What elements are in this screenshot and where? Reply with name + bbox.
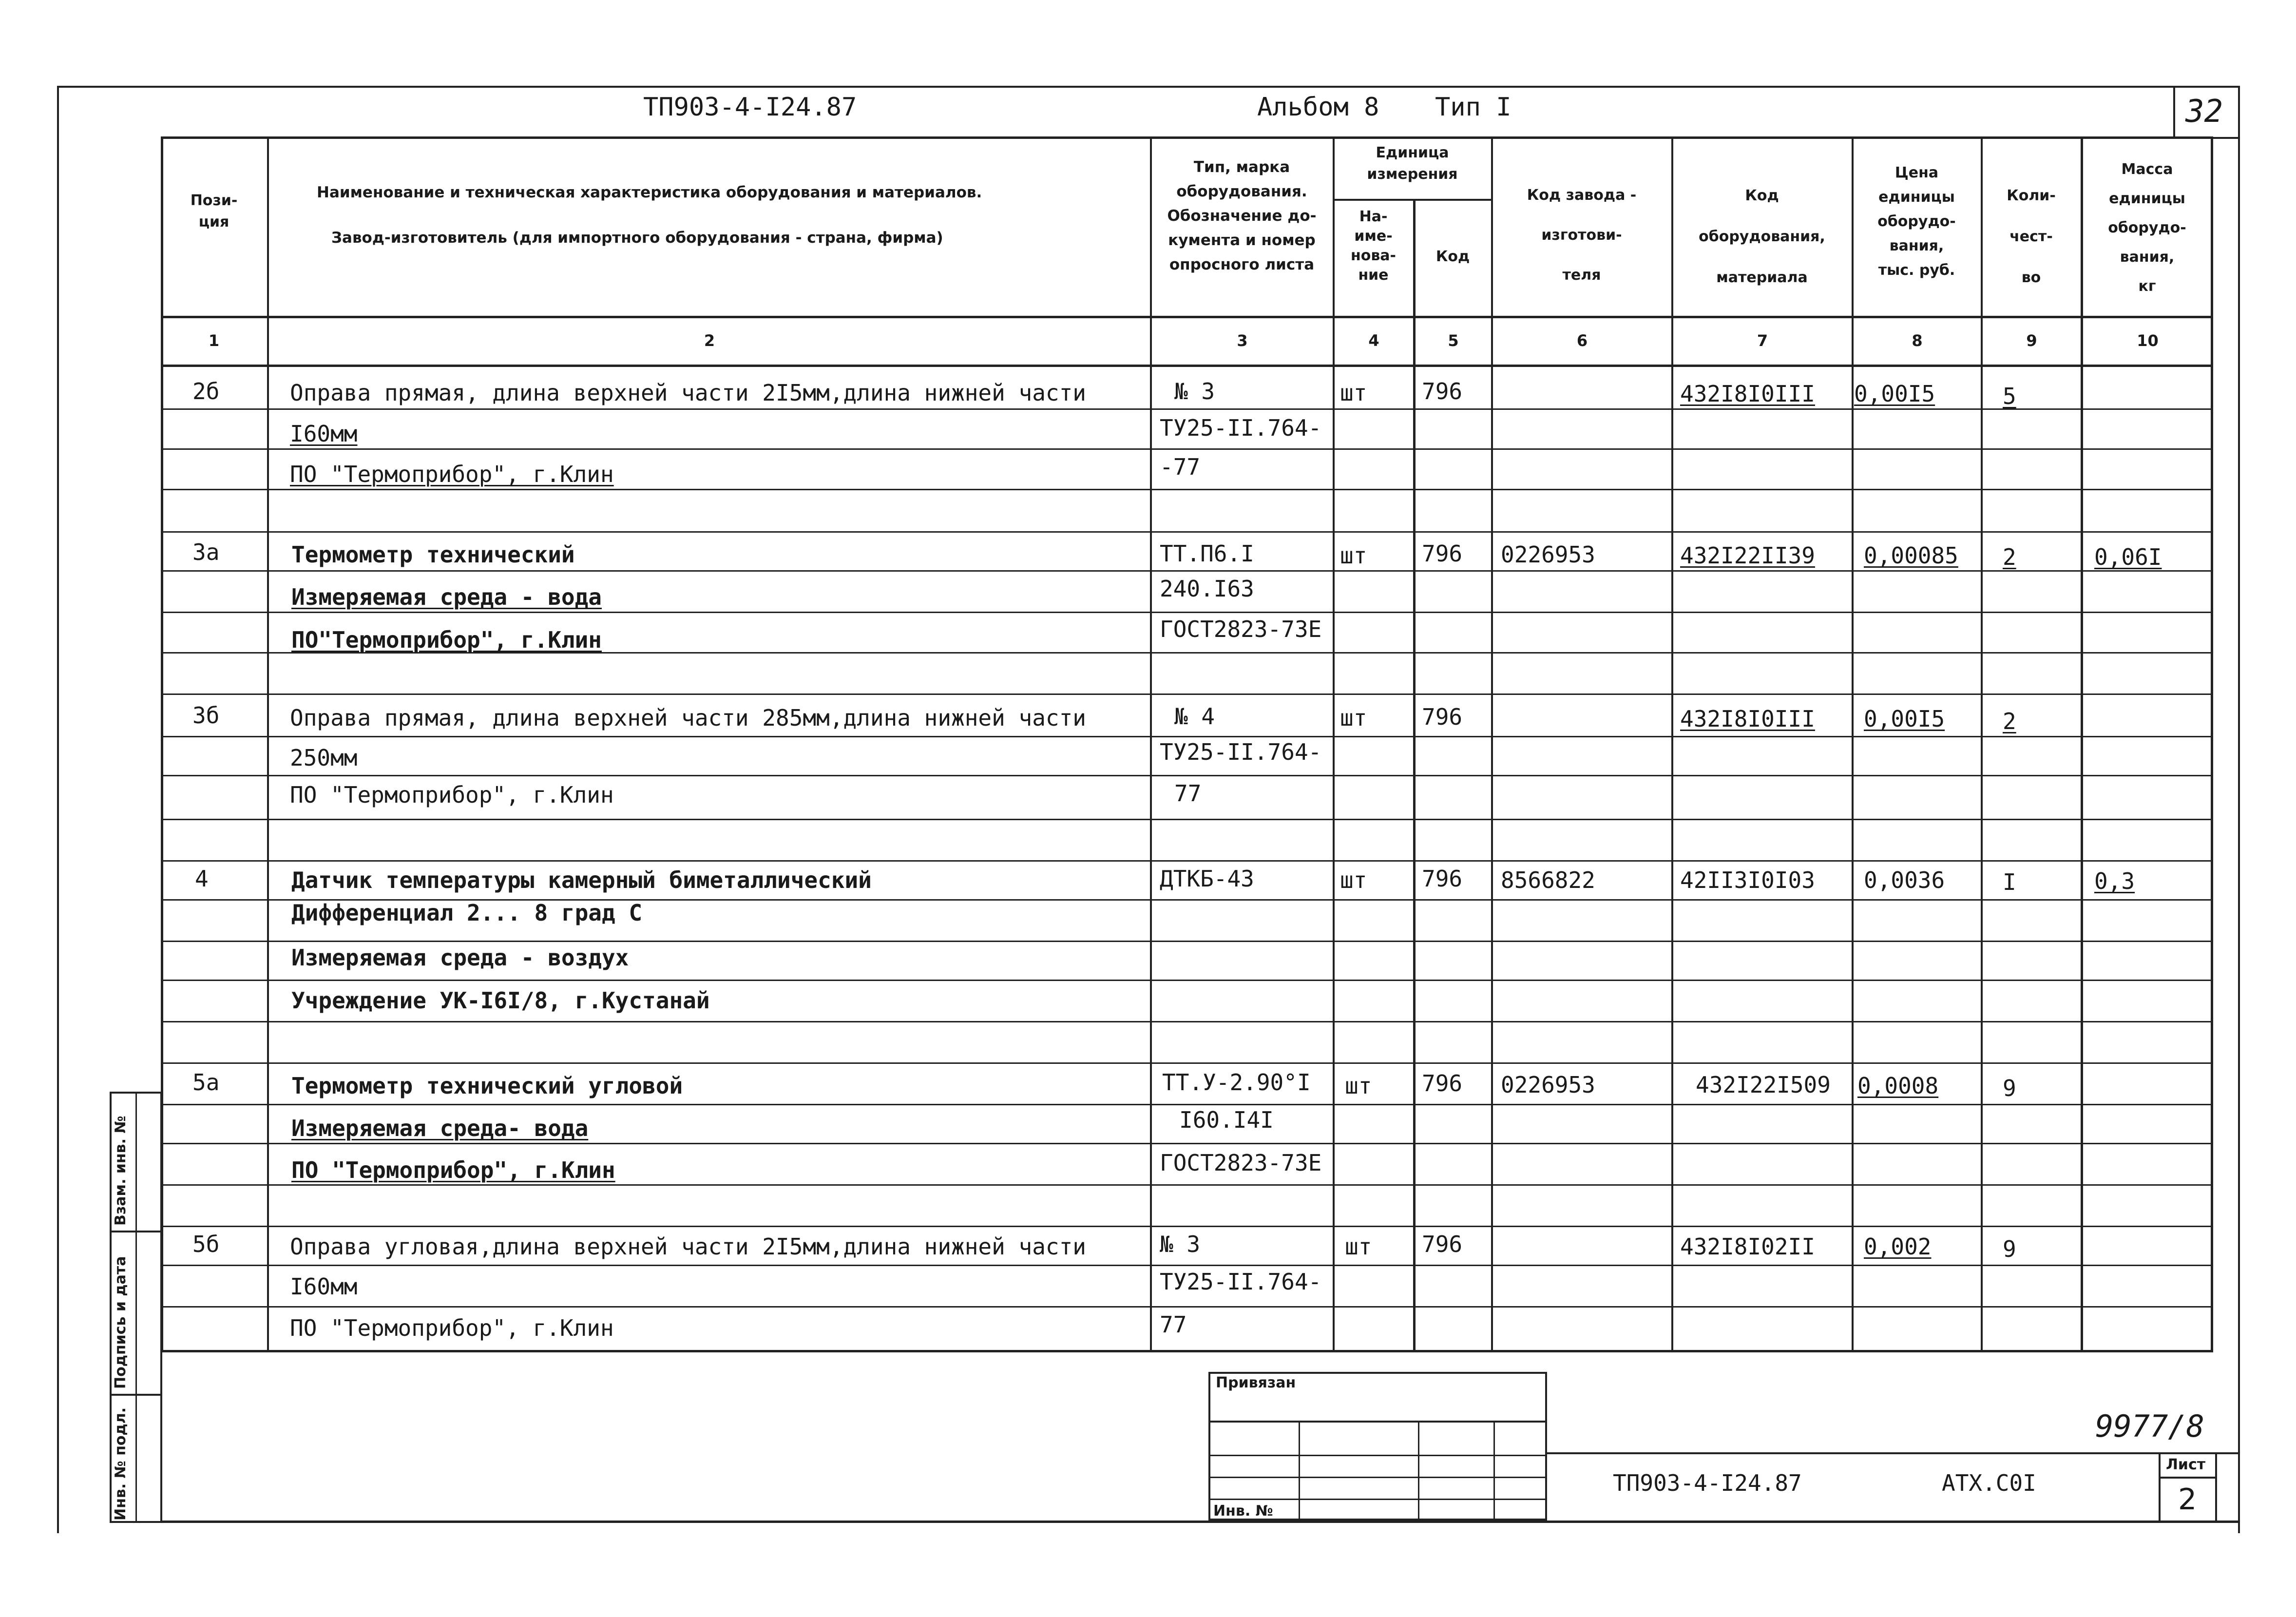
col-line-3 bbox=[1333, 136, 1335, 1352]
row-line bbox=[161, 1350, 2212, 1351]
header-unit-name: На- име- нова- ние bbox=[1350, 208, 1397, 284]
row-line bbox=[161, 941, 2212, 942]
unit-code-value: 796 bbox=[1422, 1070, 1463, 1097]
row-line bbox=[161, 1265, 2212, 1266]
doc-code-title: ТП903-4-I24.87 bbox=[643, 93, 857, 122]
row-line bbox=[161, 819, 2212, 820]
equipment-code-value: 432I22I509 bbox=[1696, 1072, 1831, 1098]
right-border bbox=[2238, 86, 2240, 1533]
pos-5b: 5б bbox=[192, 1231, 220, 1257]
header-position: Пози- ция bbox=[190, 192, 238, 231]
price-value: 0,00085 bbox=[1864, 542, 1958, 569]
type-label: Тип I bbox=[1435, 93, 1512, 122]
price-value: 0,0036 bbox=[1864, 867, 1945, 893]
row-line bbox=[161, 1226, 2212, 1227]
type-line: ТУ25-II.764- bbox=[1160, 1269, 1322, 1295]
row-line bbox=[161, 612, 2212, 613]
type-line: 77 bbox=[1160, 1311, 1187, 1338]
name-line: Оправа угловая,длина верхней части 2I5мм,длина нижней части bbox=[290, 1233, 1086, 1260]
row-line bbox=[161, 860, 2212, 862]
list-label: Лист bbox=[2166, 1456, 2206, 1473]
name-line: ПО"Термоприбор", г.Клин bbox=[291, 627, 602, 653]
list-number: 2 bbox=[2178, 1482, 2197, 1517]
stamp-col bbox=[1493, 1421, 1495, 1521]
header-unit-code: Код bbox=[1435, 248, 1470, 265]
colnum-8: 8 bbox=[1912, 331, 1923, 350]
unit-code-value: 796 bbox=[1422, 540, 1463, 567]
unit-code-value: 796 bbox=[1422, 1231, 1463, 1257]
row-line bbox=[161, 531, 2212, 533]
name-line: Датчик температуры камерный биметаллический bbox=[291, 867, 872, 893]
name-line: 250мм bbox=[290, 745, 358, 771]
name-line: ПО "Термоприбор", г.Клин bbox=[290, 1315, 614, 1341]
type-line: ТТ.П6.I bbox=[1160, 540, 1254, 567]
pos-2b: 2б bbox=[192, 378, 220, 404]
mass-value: 0,3 bbox=[2094, 868, 2135, 894]
side-label-inventory: Инв. № подл. bbox=[112, 1407, 129, 1521]
header-factory-code: Код завода - изготови- теля bbox=[1527, 187, 1637, 284]
stamp-col bbox=[1299, 1421, 1300, 1521]
pos-4: 4 bbox=[195, 866, 209, 892]
equipment-code-value: 432I8I0III bbox=[1680, 706, 1815, 732]
type-line: ДТКБ-43 bbox=[1160, 866, 1254, 892]
binding-label: Привязан bbox=[1216, 1374, 1296, 1391]
col-line-9 bbox=[2081, 136, 2083, 1352]
handwritten-number: 9977/8 bbox=[2095, 1408, 2204, 1444]
side-stamp-row bbox=[110, 1231, 162, 1232]
col-line-8 bbox=[1981, 136, 1983, 1352]
title-atx-code: АТХ.С0I bbox=[1942, 1470, 2036, 1496]
row-line bbox=[161, 1143, 2212, 1144]
pos-5a: 5а bbox=[192, 1069, 220, 1096]
name-line: Дифференциал 2... 8 град С bbox=[291, 900, 643, 926]
side-stamp-row bbox=[110, 1394, 162, 1396]
row-line bbox=[161, 693, 2212, 695]
unit-value: шт bbox=[1345, 1233, 1372, 1260]
row-line bbox=[161, 1021, 2212, 1022]
row-line bbox=[161, 570, 2212, 572]
factory-code-value: 0226953 bbox=[1501, 541, 1595, 568]
stamp-line bbox=[1208, 1421, 1547, 1423]
side-label-signature: Подпись и дата bbox=[112, 1256, 129, 1389]
list-box-divider bbox=[2159, 1477, 2217, 1479]
colnum-3: 3 bbox=[1237, 331, 1248, 350]
qty-value: 9 bbox=[2003, 1236, 2016, 1262]
price-value: 0,00I5 bbox=[1854, 381, 1935, 407]
equipment-code-value: 432I8I02II bbox=[1680, 1233, 1815, 1260]
type-line: № 4 bbox=[1174, 703, 1215, 730]
header-name-line1: Наименование и техническая характеристика оборудования и материалов. bbox=[317, 184, 982, 201]
header-qty: Коли- чест- во bbox=[2007, 187, 2056, 286]
name-line: Измеряемая среда - воздух bbox=[291, 944, 629, 971]
type-line: 77 bbox=[1174, 780, 1202, 807]
type-line: -77 bbox=[1160, 454, 1201, 480]
type-line: ГОСТ2823-73Е bbox=[1160, 1150, 1322, 1176]
measured-medium-label: Измеряемая среда- вода bbox=[291, 1115, 589, 1141]
equipment-code-value: 432I22II39 bbox=[1680, 542, 1815, 569]
header-equipment-code: Код оборудования, материала bbox=[1699, 187, 1825, 286]
stamp-col bbox=[1418, 1421, 1419, 1521]
row-line bbox=[161, 736, 2212, 737]
qty-value: 2 bbox=[2003, 544, 2016, 570]
type-line: ГОСТ2823-73Е bbox=[1160, 616, 1322, 642]
mass-value: 0,06I bbox=[2094, 544, 2162, 570]
stamp-line bbox=[1208, 1499, 1547, 1500]
col-line-6 bbox=[1671, 136, 1673, 1352]
name-line: Учреждение УК-I6I/8, г.Кустанай bbox=[291, 987, 710, 1014]
unit-code-value: 796 bbox=[1422, 866, 1463, 892]
header-type: Тип, марка оборудования. Обозначение до- кумента и номер опросного листа bbox=[1167, 158, 1317, 273]
name-line: I60мм bbox=[290, 421, 358, 447]
name-line: Термометр технический bbox=[291, 541, 575, 568]
qty-value: 5 bbox=[2003, 383, 2016, 409]
header-mass: Масса единицы оборудо- вания, кг bbox=[2108, 161, 2186, 295]
colnum-4: 4 bbox=[1368, 331, 1379, 350]
row-line bbox=[161, 1306, 2212, 1308]
type-line: № 3 bbox=[1174, 378, 1215, 404]
col-line-7 bbox=[1852, 136, 1854, 1352]
row-line bbox=[161, 448, 2212, 450]
unit-code-value: 796 bbox=[1422, 704, 1463, 730]
unit-subheader-line bbox=[1333, 199, 1491, 201]
colnum-6: 6 bbox=[1576, 331, 1588, 350]
name-line: Термометр технический угловой bbox=[291, 1073, 683, 1099]
row-line bbox=[161, 1104, 2212, 1105]
sheet-number: 32 bbox=[2185, 94, 2223, 130]
row-line bbox=[161, 489, 2212, 490]
price-value: 0,00I5 bbox=[1864, 706, 1945, 732]
name-line: ПО "Термоприбор", г.Клин bbox=[290, 461, 614, 487]
colnum-9: 9 bbox=[2026, 331, 2037, 350]
type-line: ТТ.У-2.90°I bbox=[1162, 1069, 1311, 1096]
type-line: ТУ25-II.764- bbox=[1160, 415, 1322, 441]
name-line bbox=[291, 1115, 588, 1142]
name-line: Оправа прямая, длина верхней части 285мм,длина нижней части bbox=[290, 705, 1086, 731]
qty-value: 2 bbox=[2003, 708, 2016, 734]
header-unit: Единица измерения bbox=[1367, 144, 1458, 183]
factory-code-value: 8566822 bbox=[1501, 867, 1595, 893]
qty-value: 9 bbox=[2003, 1075, 2016, 1101]
name-line: ПО "Термоприбор", г.Клин bbox=[291, 1157, 615, 1183]
header-price: Цена единицы оборудо- вания, тыс. руб. bbox=[1877, 164, 1956, 279]
factory-code-value: 0226953 bbox=[1501, 1072, 1595, 1098]
name-line: Оправа прямая, длина верхней части 2I5мм,длина нижней части bbox=[290, 380, 1086, 406]
equipment-code-value: 432I8I0III bbox=[1680, 381, 1815, 407]
stamp-line bbox=[1208, 1455, 1547, 1456]
row-line bbox=[161, 775, 2212, 776]
name-line bbox=[291, 583, 602, 611]
header-name-line2: Завод-изготовитель (для импортного оборудования - страна, фирма) bbox=[331, 229, 943, 247]
price-value: 0,002 bbox=[1864, 1233, 1932, 1260]
header-divider bbox=[161, 316, 2213, 318]
unit-value: шт bbox=[1340, 380, 1367, 406]
unit-value: шт bbox=[1340, 705, 1367, 731]
colnum-10: 10 bbox=[2137, 331, 2159, 350]
colnum-7: 7 bbox=[1757, 331, 1768, 350]
pos-3b: 3б bbox=[192, 702, 220, 729]
name-line: I60мм bbox=[290, 1273, 358, 1300]
stamp-line bbox=[1208, 1477, 1547, 1478]
row-line bbox=[161, 1062, 2212, 1064]
col-line-2 bbox=[1150, 136, 1152, 1352]
unit-value: шт bbox=[1345, 1073, 1372, 1099]
colnum-1: 1 bbox=[208, 331, 220, 350]
name-line: ПО "Термоприбор", г.Клин bbox=[290, 782, 614, 808]
type-line: I60.I4I bbox=[1179, 1107, 1274, 1133]
row-line bbox=[161, 408, 2212, 410]
qty-value: I bbox=[2003, 869, 2016, 895]
title-doc-code: ТП903-4-I24.87 bbox=[1613, 1470, 1802, 1496]
left-border bbox=[57, 86, 59, 1533]
type-line: 240.I63 bbox=[1160, 576, 1254, 602]
colnum-5: 5 bbox=[1448, 331, 1459, 350]
measured-medium-label: Измеряемая среда - вода bbox=[291, 584, 602, 610]
equipment-code-value: 42II3I0I03 bbox=[1680, 867, 1815, 893]
colnum-2: 2 bbox=[704, 331, 715, 350]
inventory-label: Инв. № bbox=[1213, 1502, 1273, 1520]
type-line: ТУ25-II.764- bbox=[1160, 739, 1322, 765]
top-border bbox=[57, 86, 2240, 88]
colnum-divider bbox=[161, 365, 2213, 367]
side-label-replaced: Взам. инв. № bbox=[112, 1116, 129, 1226]
side-stamp-col bbox=[135, 1092, 137, 1523]
row-line bbox=[161, 980, 2212, 981]
price-value: 0,0008 bbox=[1857, 1073, 1939, 1099]
album-label: Альбом 8 bbox=[1257, 93, 1379, 122]
unit-value: шт bbox=[1340, 867, 1367, 893]
row-line bbox=[161, 1184, 2212, 1186]
type-line: № 3 bbox=[1160, 1231, 1201, 1257]
col-line-5 bbox=[1491, 136, 1493, 1352]
unit-value: шт bbox=[1340, 542, 1367, 569]
col-line-1 bbox=[267, 136, 269, 1352]
unit-code-value: 796 bbox=[1422, 378, 1463, 404]
pos-3a: 3а bbox=[192, 539, 220, 565]
